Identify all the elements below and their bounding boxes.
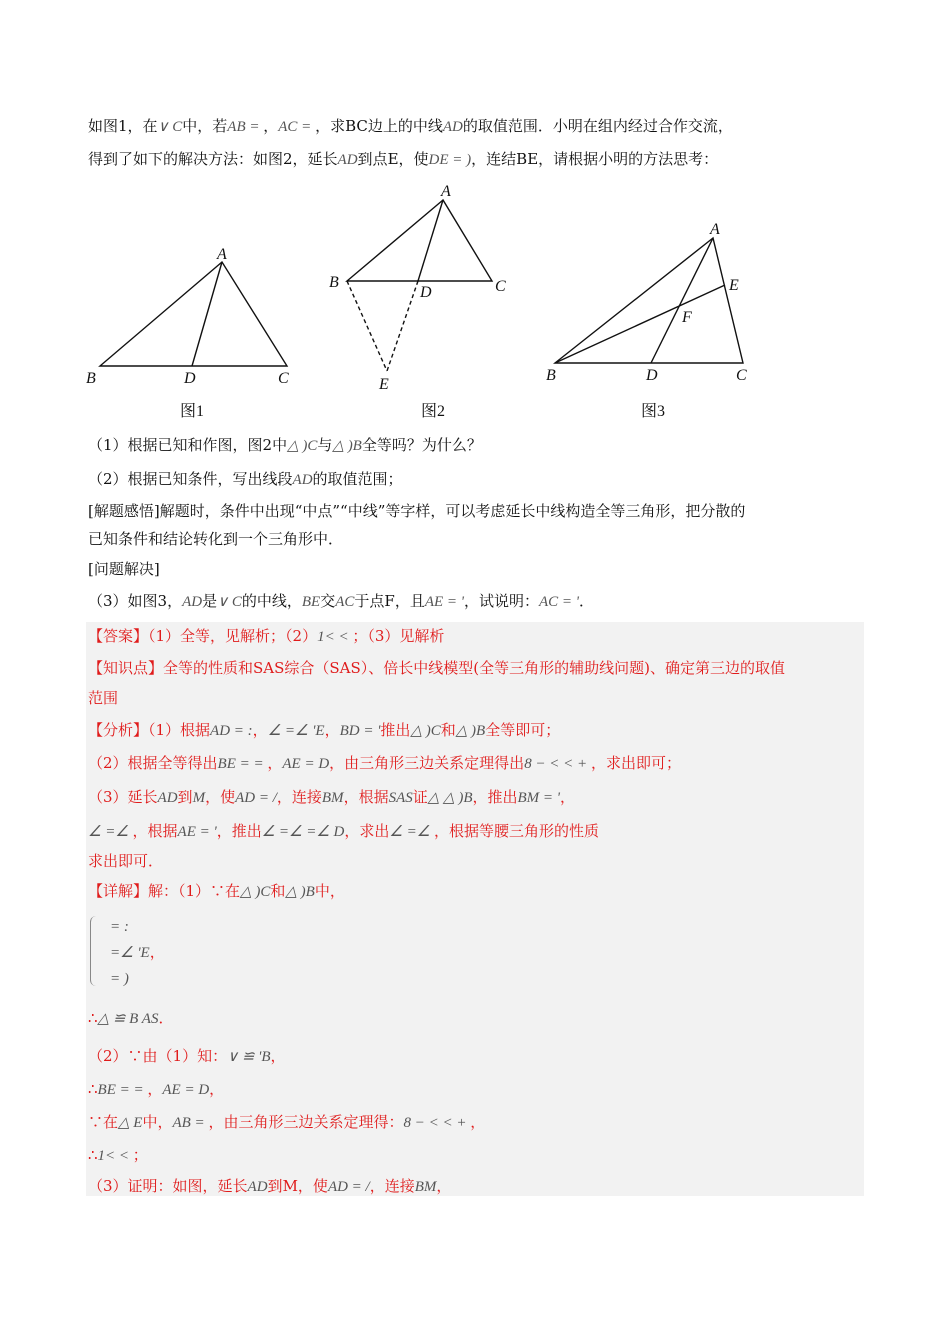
text-segment: 的取值范围．小明在组内经过合作交流， bbox=[462, 117, 733, 135]
text-line bbox=[88, 753, 681, 774]
text-segment: 交 bbox=[320, 592, 336, 610]
figure-3 bbox=[555, 238, 743, 363]
math-expression: AD = / bbox=[327, 1179, 370, 1195]
math-expression: △ )B bbox=[285, 884, 315, 900]
text-line bbox=[88, 1008, 173, 1029]
fig1-triangle-abc bbox=[100, 262, 287, 366]
math-expression: AD bbox=[292, 472, 313, 488]
text-segment: 和 bbox=[440, 721, 456, 739]
text-segment: ，推出 bbox=[216, 822, 262, 840]
text-segment: ， bbox=[324, 721, 340, 739]
text-segment: ， bbox=[252, 721, 268, 739]
text-line bbox=[88, 821, 599, 842]
math-expression: BM = ' bbox=[517, 790, 561, 806]
text-line bbox=[88, 529, 343, 549]
text-segment: ， bbox=[147, 1080, 163, 1098]
text-line bbox=[88, 559, 160, 579]
text-segment: 的取值范围； bbox=[312, 470, 403, 488]
text-segment: 全等即可； bbox=[485, 721, 561, 739]
math-expression: △ E bbox=[118, 1115, 143, 1131]
math-expression: AD bbox=[247, 1179, 268, 1195]
math-expression: BE = = bbox=[217, 756, 268, 772]
fig1-label-d: D bbox=[184, 370, 196, 387]
math-expression: AD bbox=[442, 119, 463, 135]
math-expression: 8 − < < + bbox=[403, 1115, 471, 1131]
text-line bbox=[110, 968, 129, 989]
fig1-label-a: A bbox=[217, 246, 227, 263]
math-expression: △ )B bbox=[332, 438, 362, 454]
math-expression: SAS bbox=[388, 790, 413, 806]
fig2-caption: 图2 bbox=[421, 403, 446, 420]
fig1-label-c: C bbox=[278, 370, 289, 387]
fig2-dashed-be bbox=[347, 281, 387, 371]
text-line bbox=[88, 851, 163, 871]
fig2-median-ad bbox=[418, 200, 443, 281]
math-expression: BM bbox=[414, 1179, 437, 1195]
text-segment: 到 bbox=[177, 788, 193, 806]
fig2-label-d: D bbox=[420, 284, 432, 301]
text-segment: 求出即可． bbox=[88, 852, 164, 870]
text-line bbox=[88, 881, 345, 902]
text-segment: ，求出 bbox=[344, 822, 390, 840]
text-segment: ，连接 bbox=[276, 788, 322, 806]
text-line bbox=[88, 116, 733, 137]
text-line bbox=[88, 469, 403, 490]
text-segment: 与 bbox=[317, 436, 333, 454]
text-segment: ∴ bbox=[88, 1146, 98, 1164]
text-segment: 到点 bbox=[357, 150, 388, 168]
text-segment: 【知识点】全等的性质和 bbox=[88, 659, 254, 677]
text-segment: 中，若 bbox=[182, 117, 228, 135]
text-segment: ，连结 bbox=[471, 150, 517, 168]
math-expression: AE = ' bbox=[424, 594, 464, 610]
text-segment: 范围 bbox=[88, 689, 119, 707]
math-expression: = : bbox=[110, 919, 129, 935]
text-segment: 中， bbox=[142, 1113, 173, 1131]
text-segment: ，请根据小明的方法思考： bbox=[538, 150, 719, 168]
text-segment: 全等吗？为什么？ bbox=[361, 436, 482, 454]
text-line bbox=[88, 435, 482, 456]
text-segment: 中， bbox=[314, 882, 345, 900]
text-segment: BE bbox=[516, 150, 539, 168]
text-segment: 推出 bbox=[380, 721, 411, 739]
text-segment: ∴ bbox=[88, 1009, 98, 1027]
text-segment: ，使 bbox=[205, 788, 236, 806]
fig3-median-ad bbox=[651, 238, 713, 363]
text-segment: ． bbox=[158, 1009, 174, 1027]
text-segment: [问题解决] bbox=[88, 560, 160, 578]
text-segment: ， bbox=[470, 1113, 486, 1131]
text-line bbox=[110, 942, 165, 963]
text-segment: （2）根据全等得出 bbox=[88, 754, 218, 772]
math-expression: △ )C bbox=[287, 438, 318, 454]
text-line bbox=[88, 787, 575, 808]
math-expression: AD bbox=[157, 790, 178, 806]
math-expression: BD = ' bbox=[339, 723, 381, 739]
text-segment: ，推出 bbox=[472, 788, 518, 806]
text-segment: ； bbox=[132, 1146, 148, 1164]
text-segment: 是 bbox=[202, 592, 218, 610]
math-expression: AB = bbox=[227, 119, 264, 135]
fig2-label-c: C bbox=[495, 278, 506, 295]
text-segment: 已知条件和结论转化到一个三角形中． bbox=[88, 530, 344, 548]
math-expression: AB = bbox=[172, 1115, 209, 1131]
text-line bbox=[88, 720, 560, 741]
math-expression: ∠ =∠ =∠ D bbox=[261, 824, 345, 840]
fig3-label-a: A bbox=[710, 221, 720, 238]
math-expression: = ) bbox=[110, 971, 129, 987]
math-expression: ∠ =∠ bbox=[88, 824, 133, 840]
text-segment: ，求出即可； bbox=[590, 754, 681, 772]
text-segment: 于点 bbox=[354, 592, 385, 610]
math-expression: =∠ 'E bbox=[110, 945, 150, 961]
text-segment: ，连接 bbox=[369, 1177, 415, 1195]
math-expression: AE = ' bbox=[177, 824, 217, 840]
text-segment: 【答案】（1）全等，见解析；（2） bbox=[88, 627, 318, 645]
math-expression: BE bbox=[301, 594, 321, 610]
text-segment: 到 bbox=[267, 1177, 283, 1195]
text-line bbox=[110, 916, 129, 937]
figures bbox=[0, 0, 950, 430]
text-segment: ，且 bbox=[394, 592, 425, 610]
math-expression: BE = = bbox=[97, 1082, 148, 1098]
text-segment: ，试说明： bbox=[463, 592, 539, 610]
text-segment: （3）延长 bbox=[88, 788, 158, 806]
fig2-label-b: B bbox=[329, 274, 339, 291]
math-expression: ∨ C bbox=[217, 594, 242, 610]
math-expression: AC bbox=[335, 594, 355, 610]
text-line bbox=[88, 688, 118, 708]
text-segment: ， bbox=[436, 1177, 452, 1195]
text-segment: ， bbox=[263, 117, 279, 135]
math-expression: △ )C bbox=[240, 884, 271, 900]
fig3-caption: 图3 bbox=[641, 403, 666, 420]
text-segment: ，根据 bbox=[132, 822, 178, 840]
text-line bbox=[88, 1079, 224, 1100]
text-segment: SAS bbox=[253, 659, 285, 677]
math-expression: △ ≌ B AS bbox=[97, 1011, 159, 1027]
math-expression: ∨ C bbox=[157, 119, 183, 135]
math-expression: AE = D bbox=[282, 756, 330, 772]
fig3-label-b: B bbox=[546, 367, 556, 384]
text-line bbox=[88, 658, 785, 678]
fig3-label-c: C bbox=[736, 367, 747, 384]
fig3-segment-be bbox=[555, 285, 725, 363]
fig1-caption: 图1 bbox=[180, 403, 205, 420]
text-line bbox=[88, 1046, 286, 1067]
text-segment: ∴ bbox=[88, 1080, 98, 1098]
text-segment: 证 bbox=[412, 788, 428, 806]
text-segment: BC bbox=[345, 117, 368, 135]
math-expression: AD bbox=[337, 152, 358, 168]
text-segment: ，由三角形三边关系定理得出 bbox=[329, 754, 525, 772]
text-segment: （2）∵由（1）知： bbox=[88, 1047, 228, 1065]
text-line bbox=[88, 1176, 451, 1197]
text-segment: 和 bbox=[270, 882, 286, 900]
text-segment: （1）根据已知和作图，图2中 bbox=[88, 436, 288, 454]
math-expression: 1< < bbox=[317, 629, 353, 645]
fig2-dashed-de bbox=[387, 281, 418, 371]
text-line bbox=[88, 626, 444, 647]
math-expression: △ )B bbox=[455, 723, 486, 739]
fig2-label-a: A bbox=[441, 183, 451, 200]
math-expression: △ △ )B bbox=[427, 790, 473, 806]
math-expression: AD = / bbox=[235, 790, 277, 806]
text-segment: ，使 bbox=[297, 1177, 328, 1195]
text-segment: ， bbox=[560, 788, 576, 806]
system-brace bbox=[90, 916, 99, 986]
text-segment: 得到了如下的解决方法：如图2，延长 bbox=[88, 150, 338, 168]
text-segment: ，根据等腰三角形的性质 bbox=[433, 822, 599, 840]
math-expression: ∠ =∠ bbox=[389, 824, 434, 840]
text-segment: ， bbox=[267, 754, 283, 772]
math-expression: ∠ =∠ 'E bbox=[267, 723, 325, 739]
solution-background bbox=[86, 622, 864, 1196]
text-segment: ， bbox=[209, 1080, 225, 1098]
text-segment: ，求 bbox=[315, 117, 346, 135]
math-expression: 1< < bbox=[97, 1148, 133, 1164]
text-segment: [解题感悟]解题时，条件中出现“中点”“中线”等字样，可以考虑延长中线构造全等三角形，把分散的 bbox=[88, 502, 746, 520]
math-expression: BM bbox=[321, 790, 344, 806]
math-expression: AC = ' bbox=[539, 594, 579, 610]
text-segment: 边上的中线 bbox=[367, 117, 443, 135]
text-line bbox=[88, 1112, 485, 1133]
fig3-label-e: E bbox=[729, 277, 739, 294]
text-line bbox=[88, 501, 745, 521]
math-expression: AD bbox=[182, 594, 203, 610]
fig2-triangle-abc bbox=[347, 200, 492, 281]
math-expression: DE = ) bbox=[428, 152, 472, 168]
math-expression: ∨ ≌ 'B bbox=[227, 1049, 271, 1065]
fig3-label-d: D bbox=[646, 367, 658, 384]
text-segment: ；（3）见解析 bbox=[352, 627, 445, 645]
text-segment: ． bbox=[579, 592, 595, 610]
text-segment: 【分析】（1）根据 bbox=[88, 721, 211, 739]
text-segment: 综合（SAS）、倍长中线模型(全等三角形的辅助线问题)、确定第三边的取值 bbox=[284, 659, 785, 677]
text-segment: ， bbox=[270, 1047, 286, 1065]
math-expression: AC = bbox=[278, 119, 316, 135]
math-expression: AE = D bbox=[162, 1082, 210, 1098]
fig3-label-f: F bbox=[682, 309, 692, 326]
math-expression: △ )C bbox=[410, 723, 441, 739]
text-line bbox=[88, 1145, 148, 1166]
text-segment: （2）根据已知条件，写出线段 bbox=[88, 470, 293, 488]
text-segment: （3）证明：如图，延长 bbox=[88, 1177, 248, 1195]
math-expression: AD = : bbox=[210, 723, 253, 739]
text-segment: （3）如图3， bbox=[88, 592, 183, 610]
text-segment: ， bbox=[149, 943, 165, 961]
text-segment: ，根据 bbox=[343, 788, 389, 806]
text-line bbox=[88, 591, 594, 612]
text-line bbox=[88, 149, 718, 170]
fig3-triangle-abc bbox=[555, 238, 743, 363]
text-segment: ，由三角形三边关系定理得： bbox=[208, 1113, 404, 1131]
fig1-label-b: B bbox=[86, 370, 96, 387]
text-segment: ，使 bbox=[398, 150, 429, 168]
text-segment: M bbox=[282, 1177, 298, 1195]
text-segment: E bbox=[387, 150, 399, 168]
text-segment: ∵在 bbox=[88, 1113, 119, 1131]
text-segment: 的中线， bbox=[241, 592, 302, 610]
text-segment: 如图1，在 bbox=[88, 117, 158, 135]
fig2-label-e: E bbox=[379, 376, 389, 393]
math-expression: M bbox=[192, 790, 206, 806]
fig1-median-ad bbox=[192, 262, 222, 366]
math-expression: 8 − < < + bbox=[524, 756, 591, 772]
figure-1 bbox=[100, 262, 287, 366]
text-segment: F bbox=[384, 592, 395, 610]
text-segment: 【详解】解：（1）∵在 bbox=[88, 882, 241, 900]
